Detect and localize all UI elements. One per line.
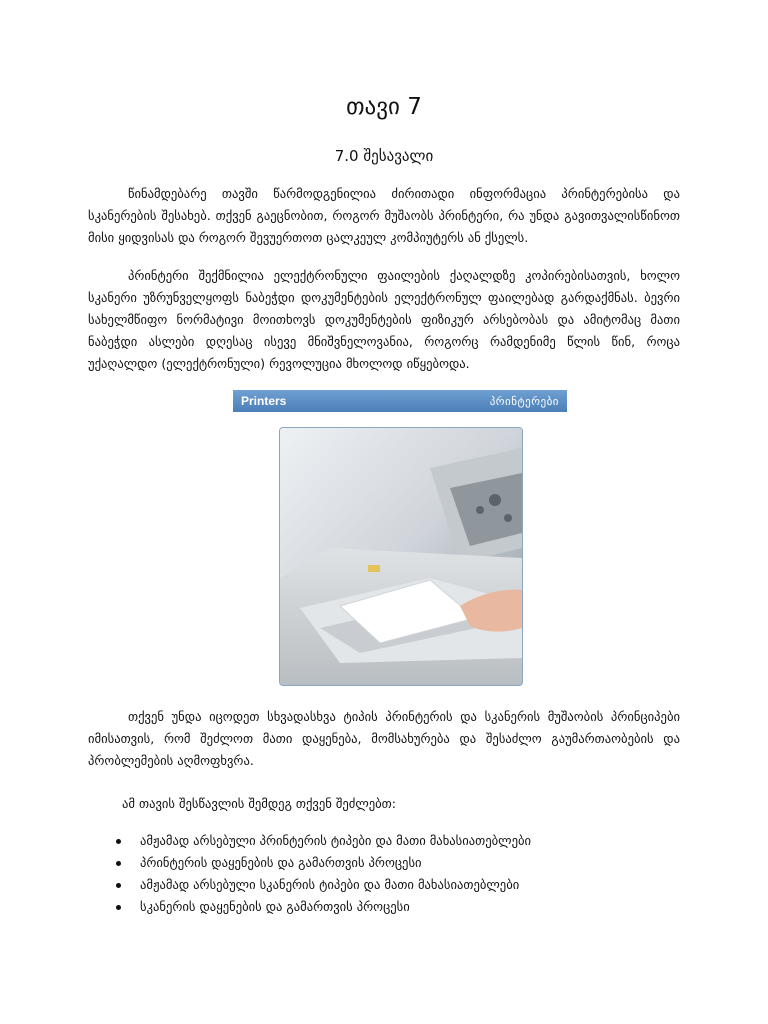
list-item-text: ამჟამად არსებული პრინტერის ტიპები და მათი მახასიათებლები	[140, 833, 532, 848]
list-item	[110, 852, 531, 874]
figure-caption-english: Printers	[241, 394, 287, 408]
principles-paragraph: თქვენ უნდა იცოდეთ სხვადასხვა ტიპის პრინტერის და სკანერის მუშაობის პრინციპები იმისათვის, რომ შეძლოთ მათი დაყენება, მომსახურება და შესაძლო გაუმართაობების და პრობლემების აღმოფხვრა.	[88, 709, 680, 768]
printer-photo-icon	[279, 427, 523, 686]
list-item-text: ამჟამად არსებული სკანერის ტიპები და მათი მახასიათებლები	[140, 877, 520, 892]
outcomes-intro: ამ თავის შესწავლის შემდეგ თქვენ შეძლებთ:	[122, 796, 397, 811]
bullet-icon	[116, 839, 121, 844]
list-item-text: სკანერის დაყენების და გამართვის პროცესი	[140, 899, 410, 914]
list-item-text: პრინტერის დაყენების და გამართვის პროცესი	[140, 855, 422, 870]
list-item	[110, 874, 531, 896]
figure-caption-georgian: პრინტერები	[489, 395, 559, 408]
chapter-title: თავი 7	[346, 94, 422, 120]
bullet-icon	[116, 883, 121, 888]
bullet-icon	[116, 905, 121, 910]
list-item	[110, 896, 531, 918]
printer-scanner-paragraph: პრინტერი შექმნილია ელექტრონული ფაილების ქაღალდზე კოპირებისათვის, ხოლო სკანერი უზრუნველყოფს ნაბეჭდი დოკუმენტების ელექტრონულ ფაილებად გარდაქმნას. ბევრი სახელმწიფო ნორმატივი მოითხოვს დოკუმენტების ფიზიკურ არსებობას და ამიტომაც მათი ნაბეჭდი ასლები დღესაც ისევე მნიშვნელოვანია, როგორც რამდენიმე წლის წინ, როცა უქაღალდო (ელექტრონული) რევოლუცია მხოლოდ იწყებოდა.	[88, 268, 680, 371]
outcomes-list	[110, 830, 531, 918]
bullet-icon	[116, 861, 121, 866]
figure-caption-bar	[233, 390, 567, 412]
section-title: 7.0 შესავალი	[334, 147, 434, 165]
intro-paragraph: წინამდებარე თავში წარმოდგენილია ძირითადი ინფორმაცია პრინტერებისა და სკანერების შესახებ. თქვენ გაეცნობით, როგორ მუშაობს პრინტერი, რა უნდა გავითვალისწინოთ მისი ყიდვისას და როგორ შევუერთოთ ცალკეულ კომპიუტერს ან ქსელს.	[88, 186, 680, 245]
list-item	[110, 830, 531, 852]
